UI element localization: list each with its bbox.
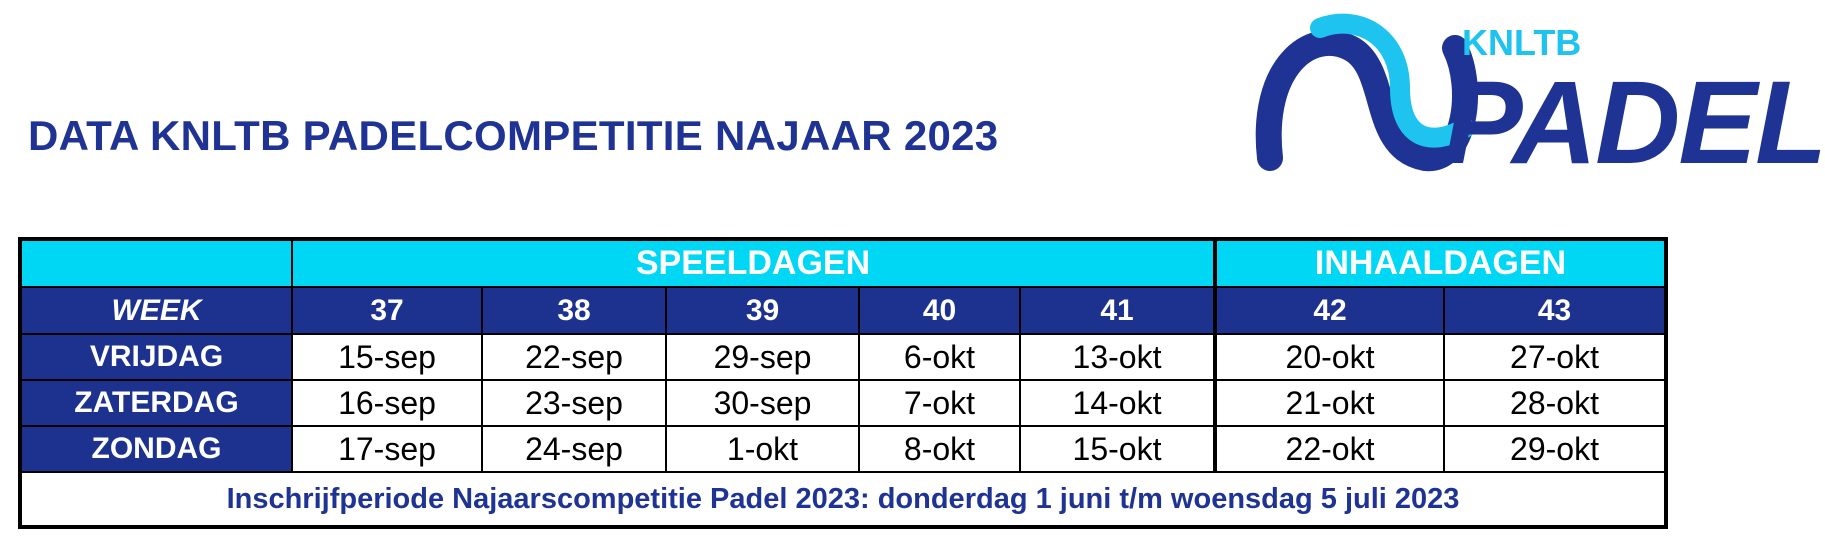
week-header: 42 — [1217, 288, 1445, 335]
corner-cell — [22, 241, 293, 288]
inhaaldagen-header: INHAALDAGEN — [1217, 241, 1664, 288]
day-label: VRIJDAG — [22, 335, 293, 381]
logo-wordmark-big: PADEL — [1444, 57, 1825, 189]
date-cell: 1-okt — [667, 427, 860, 473]
date-cell: 7-okt — [860, 381, 1021, 427]
date-cell: 28-okt — [1445, 381, 1664, 427]
date-cell: 13-okt — [1021, 335, 1217, 381]
date-cell: 29-okt — [1445, 427, 1664, 473]
date-cell: 8-okt — [860, 427, 1021, 473]
knltb-padel-logo — [1250, 8, 1825, 193]
date-cell: 15-sep — [293, 335, 483, 381]
date-cell: 17-sep — [293, 427, 483, 473]
week-header: 40 — [860, 288, 1021, 335]
week-label: WEEK — [22, 288, 293, 335]
week-header: 41 — [1021, 288, 1217, 335]
day-label: ZATERDAG — [22, 381, 293, 427]
date-cell: 27-okt — [1445, 335, 1664, 381]
date-cell: 30-sep — [667, 381, 860, 427]
week-header: 37 — [293, 288, 483, 335]
page-title: DATA KNLTB PADELCOMPETITIE NAJAAR 2023 — [28, 112, 999, 159]
date-cell: 20-okt — [1217, 335, 1445, 381]
speeldagen-header: SPEELDAGEN — [293, 241, 1217, 288]
day-label: ZONDAG — [22, 427, 293, 473]
logo-wordmark-small: KNLTB — [1462, 22, 1582, 63]
week-header: 38 — [483, 288, 667, 335]
date-cell: 16-sep — [293, 381, 483, 427]
date-cell: 24-sep — [483, 427, 667, 473]
date-cell: 21-okt — [1217, 381, 1445, 427]
date-cell: 23-sep — [483, 381, 667, 427]
registration-period-note: Inschrijfperiode Najaarscompetitie Padel 2023: donderdag 1 juni t/m woensdag 5 juli 2023 — [22, 473, 1664, 525]
date-cell: 14-okt — [1021, 381, 1217, 427]
week-header: 39 — [667, 288, 860, 335]
date-cell: 29-sep — [667, 335, 860, 381]
date-cell: 15-okt — [1021, 427, 1217, 473]
date-cell: 22-sep — [483, 335, 667, 381]
date-cell: 22-okt — [1217, 427, 1445, 473]
date-cell: 6-okt — [860, 335, 1021, 381]
schedule-table — [18, 237, 1668, 529]
week-header: 43 — [1445, 288, 1664, 335]
